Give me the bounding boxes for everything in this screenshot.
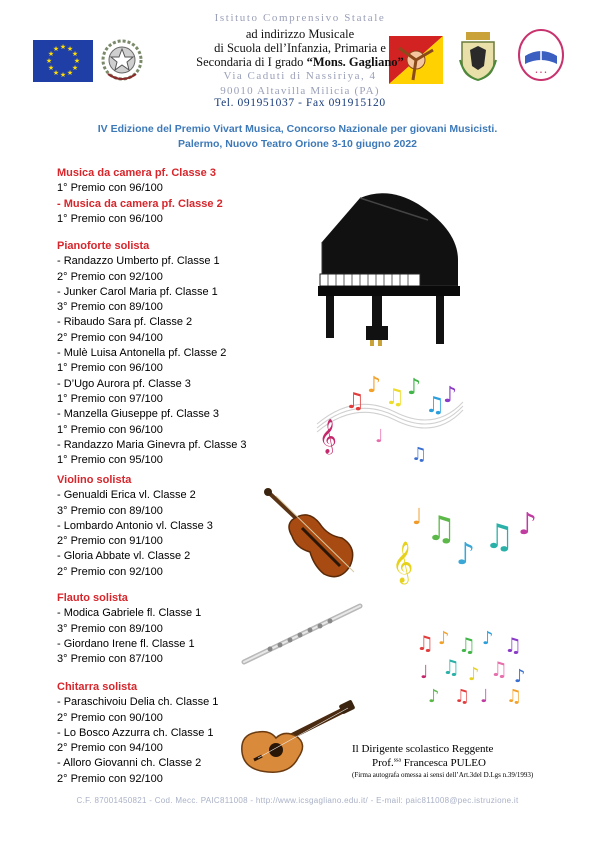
list-item: 2° Premio con 90/100 [57,711,163,724]
svg-text:♩: ♩ [420,662,429,683]
list-item: - Randazzo Maria Ginevra pf. Classe 3 [57,438,247,451]
header-city: 90010 Altavilla Milicia (PA) [220,85,380,97]
svg-text:♪: ♪ [443,383,458,408]
section-heading: Flauto solista [57,592,128,604]
music-notes-image [315,372,465,471]
svg-text:♩: ♩ [480,686,489,704]
svg-text:𝄞: 𝄞 [392,542,414,583]
section-violin [57,473,213,580]
svg-text:★: ★ [52,45,60,53]
guitar-image [232,700,357,784]
svg-text:♫: ♫ [442,655,460,679]
svg-text:♫: ♫ [411,444,428,465]
svg-text:♫: ♫ [345,389,365,414]
list-item: 1° Premio con 95/100 [57,454,163,467]
violin-image [262,486,362,585]
list-item: 2° Premio con 92/100 [57,565,163,578]
svg-text:♪: ♪ [514,666,526,687]
header-address: Via Caduti di Nassiriya, 4 [223,70,377,82]
svg-text:♩: ♩ [375,426,384,447]
svg-text:• • •: • • • [534,70,548,76]
svg-text:♪: ♪ [367,373,382,398]
svg-text:♫: ♫ [416,631,434,655]
italian-republic-emblem [98,36,146,88]
list-item: - Junker Carol Maria pf. Classe 1 [57,285,218,298]
music-notes-image [392,494,552,593]
list-item: - Lombardo Antonio vl. Classe 3 [57,519,213,532]
list-item: - D’Ugo Aurora pf. Classe 3 [57,377,191,390]
list-item: 2° Premio con 91/100 [57,535,163,548]
list-item: 2° Premio con 92/100 [57,270,163,283]
flute-image [240,598,365,674]
signature-title: Il Dirigente scolastico Reggente [352,743,494,755]
svg-text:♫: ♫ [425,393,445,418]
svg-text:𝄞: 𝄞 [319,419,337,454]
section-heading: - Musica da camera pf. Classe 2 [57,197,223,210]
header-grade-line [150,55,450,70]
svg-text:♫: ♫ [484,517,515,557]
svg-text:♫: ♫ [385,385,405,410]
list-item: - Lo Bosco Azzurra ch. Classe 1 [57,726,214,739]
list-item: - Ribaudo Sara pf. Classe 2 [57,316,193,329]
svg-text:★: ★ [45,57,53,65]
signature-note: (Firma autografa omessa ai sensi dell’Art.3del D.Lgs n.39/1993) [352,771,534,779]
section-heading: Violino solista [57,474,132,486]
svg-text:♫: ♫ [426,509,457,549]
list-item: - Mulè Luisa Antonella pf. Classe 2 [57,347,227,360]
list-item: 3° Premio con 89/100 [57,504,163,517]
svg-text:★: ★ [52,69,60,77]
signature-name [372,757,486,769]
list-item: 3° Premio con 89/100 [57,622,163,635]
section-heading: Chitarra solista [57,681,138,693]
svg-text:♫: ♫ [454,686,471,704]
header-school-line: di Scuola dell’Infanzia, Primaria e [214,41,386,55]
header-institute-type: Istituto Comprensivo Statale [214,12,386,24]
header-grade-text: Secondaria di I grado [196,55,307,69]
section-flute [57,591,201,667]
section-heading: Musica da camera pf. Classe 3 [57,167,216,179]
svg-text:♪: ♪ [518,507,538,542]
list-item: - Manzella Giuseppe pf. Classe 3 [57,408,220,421]
list-item: - Paraschivoiu Delia ch. Classe 1 [57,696,219,709]
result-line: 1° Premio con 96/100 [57,212,163,225]
list-item: - Modica Gabriele fl. Classe 1 [57,607,202,620]
svg-text:♪: ♪ [428,686,440,704]
music-notes-image [414,626,540,708]
svg-text:★: ★ [66,45,74,53]
list-item: 1° Premio con 96/100 [57,423,163,436]
svg-text:♪: ♪ [407,375,422,400]
municipal-coat-of-arms [458,30,498,86]
list-item: - Alloro Giovanni ch. Classe 2 [57,757,202,770]
list-item: 3° Premio con 87/100 [57,653,163,666]
list-item: 3° Premio con 89/100 [57,301,163,314]
list-item: - Genualdi Erica vl. Classe 2 [57,489,196,502]
svg-text:♫: ♫ [458,633,476,657]
svg-text:★: ★ [71,50,79,58]
svg-text:♪: ♪ [438,628,450,649]
svg-text:★: ★ [71,64,79,72]
list-item: 1° Premio con 96/100 [57,362,163,375]
signature-prof: Prof. [372,757,394,769]
svg-text:★: ★ [47,64,55,72]
header-school-name: “Mons. Gagliano” [306,55,404,69]
eu-flag-logo [33,40,93,86]
svg-text:♫: ♫ [506,686,523,704]
signature-person: Francesca PULEO [401,757,486,769]
header-phone: Tel. 091951037 - Fax 091915120 [214,97,386,109]
svg-text:★: ★ [59,71,67,79]
section-guitar [57,680,218,787]
signature-prof-suffix: ssa [393,757,402,764]
grand-piano-image [308,190,468,364]
svg-text:♪: ♪ [456,537,476,572]
document-title: IV Edizione del Premio Vivart Musica, Concorso Nazionale per giovani Musicisti. [97,123,498,135]
list-item: 2° Premio con 94/100 [57,742,163,755]
svg-text:♫: ♫ [504,633,522,657]
section-chamber-music [57,166,223,227]
svg-text:★: ★ [59,43,67,51]
svg-text:♫: ♫ [490,657,508,681]
document-subtitle: Palermo, Nuovo Teatro Orione 3-10 giugno 2022 [177,138,418,150]
list-item: 2° Premio con 94/100 [57,331,163,344]
list-item: 1° Premio con 97/100 [57,392,163,405]
list-item: - Randazzo Umberto pf. Classe 1 [57,255,220,268]
footer-contacts: C.F. 87001450821 - Cod. Mecc. PAIC811008 - http://www.icsgagliano.edu.it/ - E-mail: paic811008@pec.istruzione.it [76,796,519,805]
svg-text:♪: ♪ [482,628,494,649]
list-item: - Giordano Irene fl. Classe 1 [57,637,195,650]
svg-text:★: ★ [47,50,55,58]
svg-text:★: ★ [66,69,74,77]
result-line: 1° Premio con 96/100 [57,182,163,195]
list-item: 2° Premio con 92/100 [57,772,163,785]
header-music-line: ad indirizzo Musicale [245,27,355,41]
list-item: - Gloria Abbate vl. Classe 2 [57,550,191,563]
section-piano [57,239,247,468]
section-heading: Pianoforte solista [57,240,150,252]
school-logo [517,28,565,86]
svg-text:♪: ♪ [468,664,480,685]
svg-text:♩: ♩ [412,505,423,530]
svg-text:★: ★ [73,57,81,65]
